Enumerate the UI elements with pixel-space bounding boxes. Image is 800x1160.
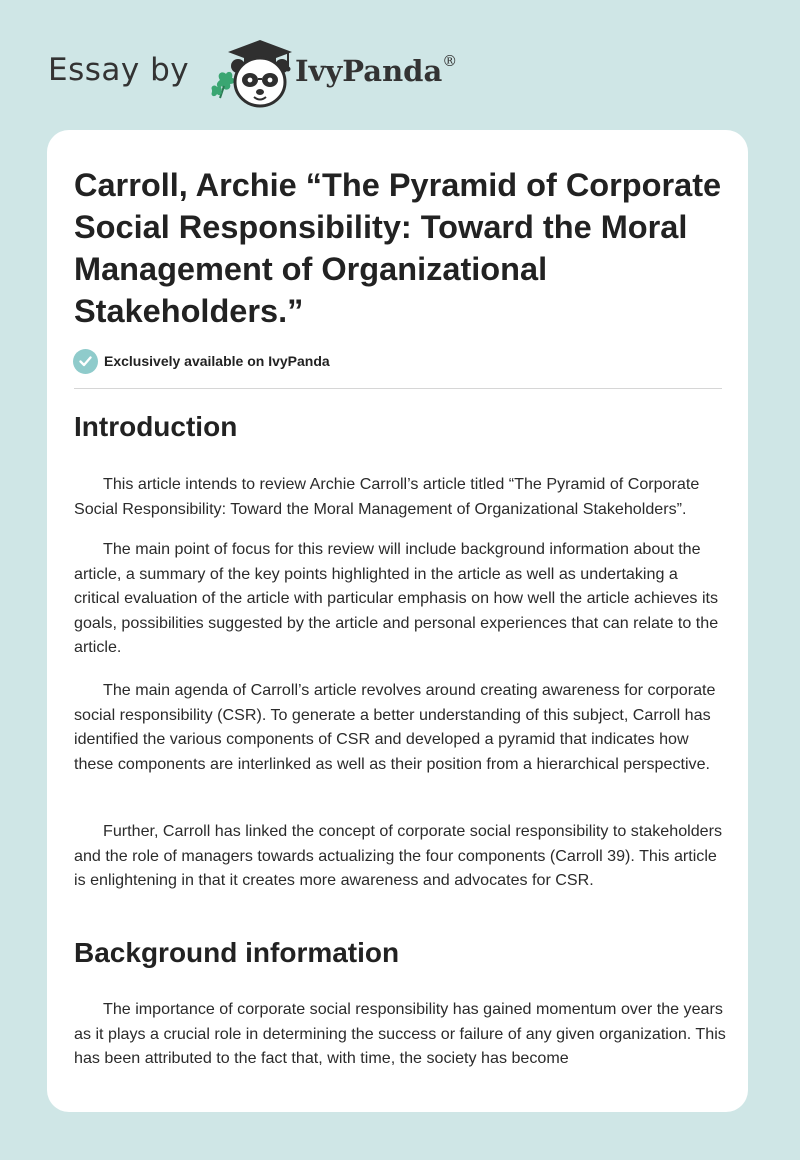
check-circle-icon	[73, 349, 98, 374]
page-title: Carroll, Archie “The Pyramid of Corporate Social Responsibility: Toward the Moral Management of Organizational Stakeholders.”	[74, 167, 722, 329]
registered-mark: ®	[442, 52, 458, 70]
essay-by-label: Essay by	[48, 52, 190, 88]
divider	[74, 388, 722, 389]
brand-text: IvyPanda	[295, 54, 443, 88]
paragraph: The main agenda of Carroll’s article revolves around creating awareness for corporate social responsibility (CSR). To generate a better understanding of this subject, Carroll has identified the various components of CSR and developed a pyramid that indicates how these components are interlinked as well as their position from a hierarchical perspective.	[74, 681, 716, 773]
brand-name[interactable]	[295, 54, 457, 88]
exclusive-label: Exclusively available on IvyPanda	[104, 353, 330, 369]
paragraph: This article intends to review Archie Carroll’s article titled “The Pyramid of Corporate Social Responsibility: Toward the Moral Management of Organizational Stakeholders”.	[74, 475, 700, 518]
section-heading-introduction: Introduction	[74, 411, 238, 442]
panda-logo-icon[interactable]	[202, 36, 292, 110]
paragraph: The main point of focus for this review will include background information about the article, a summary of the key points highlighted in the article as well as undertaking a critical evaluation of the article with particular emphasis on how well the article achieves its goals, possibilities suggested by the article and personal experiences that can relate to the article.	[74, 540, 719, 656]
paragraph: The importance of corporate social responsibility has gained momentum over the years as it plays a crucial role in determining the success or failure of any given organization. This has been attributed to the fact that, with time, the society has become	[74, 1000, 726, 1067]
exclusive-badge	[73, 348, 330, 374]
paragraph: Further, Carroll has linked the concept of corporate social responsibility to stakeholders and the role of managers towards actualizing the four components (Carroll 39). This article is enlightening in that it creates more awareness and advocates for CSR.	[74, 822, 723, 889]
site-header	[48, 36, 508, 110]
essay-card	[47, 130, 748, 1112]
section-heading-background: Background information	[74, 937, 400, 968]
